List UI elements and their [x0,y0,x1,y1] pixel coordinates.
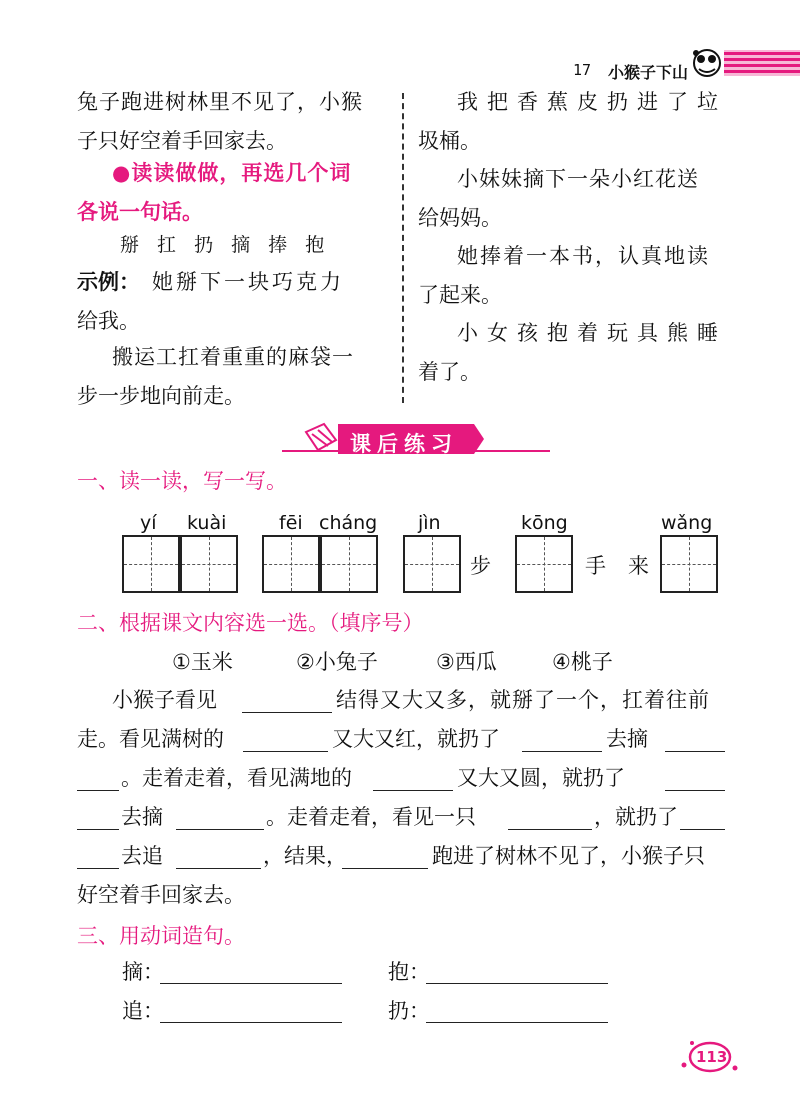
option-item: ①玉米 [172,650,233,674]
left-text-line: 兔子跑进树林里不见了，小猴 [77,90,363,114]
fill-blank[interactable] [176,868,261,869]
fill-blank[interactable] [77,790,119,791]
right-text-line: 着了。 [418,360,481,384]
monkey-face-icon [690,47,725,79]
given-character: 手 [585,554,606,578]
fill-text: 好空着手回家去。 [77,883,245,907]
left-text-line: 搬运工扛着重重的麻袋一 [112,345,354,369]
writing-cell[interactable] [403,535,461,593]
banner-title: 课后练习 [350,432,458,456]
sentence-label: 扔： [388,999,430,1023]
fill-blank[interactable] [77,829,119,830]
sentence-blank[interactable] [160,983,342,984]
option-item: ③西瓜 [436,650,497,674]
sentence-blank[interactable] [160,1022,342,1023]
fill-text: 又大又红，就扔了 [332,727,500,751]
fill-blank[interactable] [342,868,428,869]
fill-blank[interactable] [176,829,264,830]
fill-text: 跑进了树林不见了，小猴子只 [432,844,705,868]
section2-heading: 二、根据课文内容选一选。（填序号） [77,611,424,635]
pinyin-label: kuài [187,512,227,534]
writing-cell[interactable] [262,535,320,593]
task-instruction: ●读读做做，再选几个词 [112,161,352,185]
writing-cell[interactable] [122,535,180,593]
fill-text: 小猴子看见 [112,688,217,712]
fill-blank[interactable] [77,868,119,869]
verb-list: 掰 扛 扔 摘 捧 抱 [120,234,331,256]
writing-cell[interactable] [180,535,238,593]
pinyin-label: wǎng [661,512,713,534]
task-instruction: 各说一句话。 [77,200,203,224]
left-text-line: 给我。 [77,309,140,333]
writing-cell[interactable] [320,535,378,593]
fill-blank[interactable] [665,790,725,791]
fill-blank[interactable] [665,751,725,752]
fill-text: 。走着走着，看见满地的 [121,766,352,790]
fill-text: 结得又大又多，就掰了一个，扛着往前 [336,688,710,712]
fill-text: 。走着走着，看见一只 [266,805,476,829]
right-text-line: 小妹妹摘下一朵小红花送 [457,167,699,191]
pinyin-label: fēi [279,512,303,534]
sentence-label: 摘： [122,960,164,984]
writing-cell[interactable] [515,535,573,593]
fill-blank[interactable] [522,751,602,752]
left-text-line: 子只好空着手回家去。 [77,129,287,153]
lesson-number: 17 [573,61,592,79]
pinyin-label: kōng [521,512,568,534]
pinyin-label: cháng [319,512,378,534]
page-number: 113 [696,1048,728,1066]
pinyin-label: jìn [418,512,441,534]
given-character: 来 [628,554,649,578]
column-divider [402,93,404,403]
fill-blank[interactable] [243,751,328,752]
fill-blank[interactable] [680,829,725,830]
option-item: ②小兔子 [296,650,378,674]
given-character: 步 [470,554,491,578]
right-text-line: 给妈妈。 [418,206,502,230]
right-text-line: 她捧着一本书，认真地读 [457,244,710,268]
fill-text: 去追 [121,844,163,868]
left-text-line: 步一步地向前走。 [77,384,245,408]
fill-blank[interactable] [508,829,592,830]
fill-text: 去摘 [606,727,648,751]
right-text-line: 我把香蕉皮扔进了垃 [457,90,727,114]
sentence-label: 抱： [388,960,430,984]
example-label: 示例： [77,270,140,294]
section3-heading: 三、用动词造句。 [77,924,245,948]
sentence-label: 追： [122,999,164,1023]
fill-text: 又大又圆，就扔了 [457,766,625,790]
sentence-blank[interactable] [426,983,608,984]
sentence-blank[interactable] [426,1022,608,1023]
fill-blank[interactable] [373,790,453,791]
header-stripes [724,50,800,76]
pinyin-label: yí [140,512,157,534]
fill-blank[interactable] [242,712,332,713]
fill-text: ，结果， [263,844,347,868]
right-text-line: 小女孩抱着玩具熊睡 [457,321,727,345]
writing-cell[interactable] [660,535,718,593]
example-text: 她掰下一块巧克力 [152,270,344,294]
fill-text: 走。看见满树的 [77,727,224,751]
fill-text: 去摘 [121,805,163,829]
section1-heading: 一、读一读，写一写。 [77,469,287,493]
fill-text: ，就扔了 [594,805,678,829]
lesson-title: 小猴子下山 [608,63,689,82]
option-item: ④桃子 [552,650,613,674]
right-text-line: 圾桶。 [418,129,481,153]
right-text-line: 了起来。 [418,283,502,307]
